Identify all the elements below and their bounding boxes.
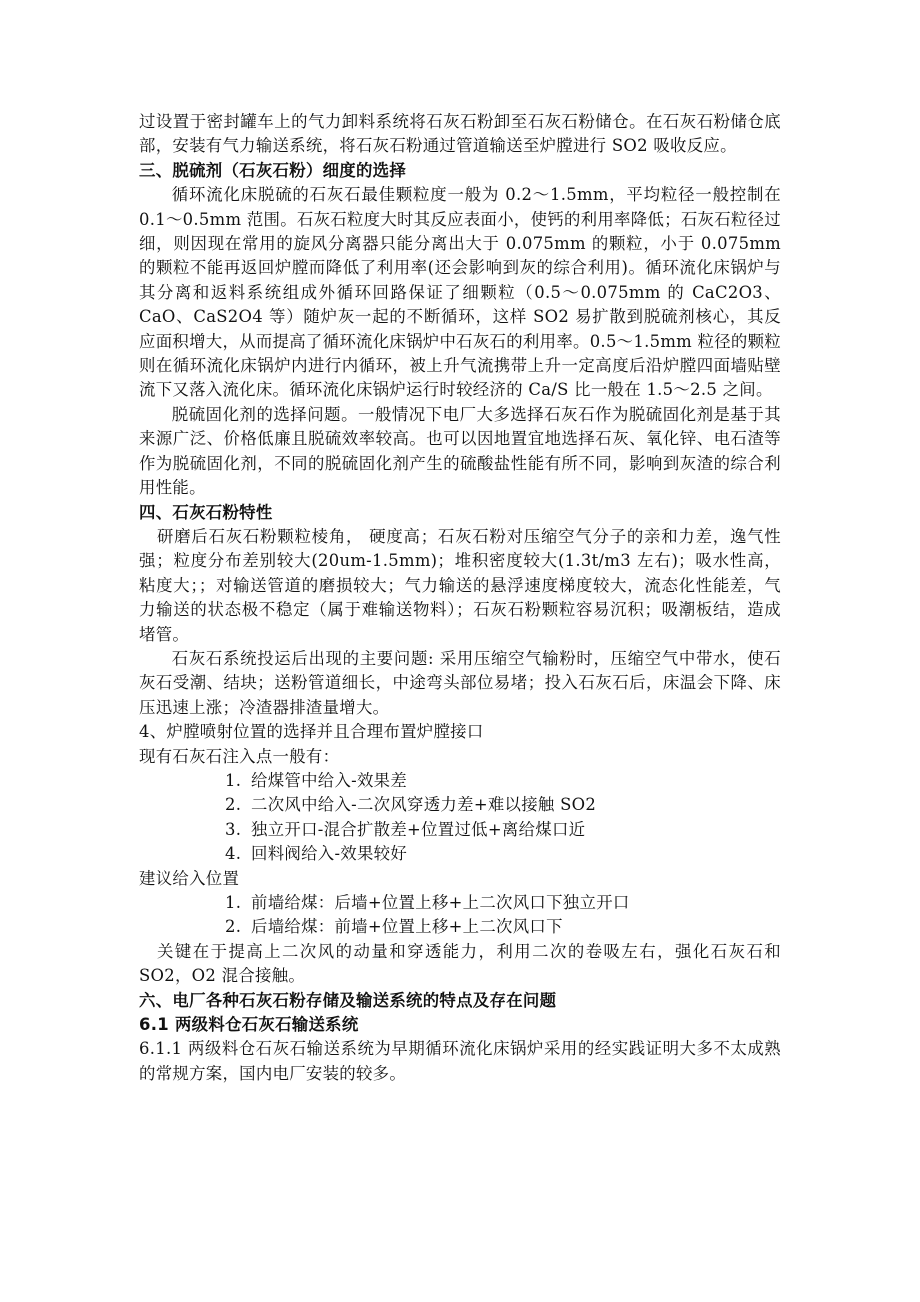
list-item-text: 给煤管中给入-效果差	[251, 770, 408, 790]
list-item	[225, 891, 781, 915]
section-heading-4: 四、石灰石粉特性	[139, 502, 273, 522]
list-item-number: 1.	[225, 893, 242, 912]
paragraph-powder-properties: 研磨后石灰石粉颗粒棱角， 硬度高；石灰石粉对压缩空气分子的亲和力差，逸气性强；粒度分布差别较大(20um-1.5mm)；堆积密度较大(1.3t/m3 左右)；吸水性高，粘度大；；对输送管道的磨损较大；气力输送的悬浮速度梯度较大，流态化性能差，气力输送的状态极不稳定（属于难输送物料）；石灰石粉颗粒容易沉积；吸潮板结，造成堵管。	[139, 526, 781, 644]
paragraph-sorbent-choice: 脱硫固化剂的选择问题。一般情况下电厂大多选择石灰石作为脱硫固化剂是基于其来源广泛、价格低廉且脱硫效率较高。也可以因地置宜地选择石灰、氧化锌、电石渣等作为脱硫固化剂，不同的脱硫固化剂产生的硫酸盐性能有所不同，影响到灰渣的综合利用性能。	[139, 404, 781, 498]
list-item-number: 4.	[225, 844, 242, 864]
list-item-text: 二次风中给入-二次风穿透力差+难以接触 SO2	[251, 795, 597, 815]
section-heading-6: 六、电厂各种石灰石粉存储及输送系统的特点及存在问题	[139, 990, 557, 1010]
suggested-positions-list	[139, 891, 781, 940]
paragraph-injection-heading: 4、炉膛喷射位置的选择并且合理布置炉膛接口	[139, 722, 484, 742]
list-item	[225, 842, 781, 866]
paragraph-two-stage-system: 6.1.1 两级料仓石灰石输送系统为早期循环流化床锅炉采用的经实践证明大多不太成熟的常规方案，国内电厂安装的较多。	[139, 1039, 781, 1083]
list-item	[225, 793, 781, 817]
list-item-text: 前墙给煤：后墙+位置上移+上二次风口下独立开口	[251, 893, 630, 912]
section-heading-3: 三、脱硫剂（石灰石粉）细度的选择	[139, 160, 407, 180]
list-item-text: 后墙给煤：前墙+位置上移+上二次风口下	[251, 917, 563, 937]
list-item-number: 2.	[225, 795, 242, 815]
subsection-heading-6-1: 6.1 两级料仓石灰石输送系统	[139, 1015, 359, 1035]
list-item-text: 独立开口-混合扩散差+位置过低+离给煤口近	[251, 819, 586, 839]
injection-points-list	[139, 769, 781, 867]
paragraph-key-point: 关键在于提高上二次风的动量和穿透能力，利用二次的卷吸左右，强化石灰石和 SO2，O2 混合接触。	[139, 941, 781, 986]
paragraph-intro: 过设置于密封罐车上的气力卸料系统将石灰石粉卸至石灰石粉储仓。在石灰石粉储仓底部，安装有气力输送系统，将石灰石粉通过管道输送至炉膛进行 SO2 吸收反应。	[139, 112, 781, 156]
list-item-number: 2.	[225, 917, 242, 937]
paragraph-suggested-intro: 建议给入位置	[139, 868, 240, 888]
list-item-number: 1.	[225, 770, 242, 790]
paragraph-main-problems: 石灰石系统投运后出现的主要问题: 采用压缩空气输粉时，压缩空气中带水，使石灰石受潮、结块；送粉管道细长，中途弯头部位易堵；投入石灰石后，床温会下降、床压迅速上涨；冷渣器排渣量增大。	[139, 648, 781, 717]
paragraph-injection-intro: 现有石灰石注入点一般有：	[139, 746, 340, 766]
list-item	[225, 769, 781, 793]
list-item-text: 回料阀给入-效果较好	[251, 844, 408, 864]
list-item-number: 3.	[225, 819, 242, 839]
document-page	[139, 110, 781, 1086]
list-item	[225, 818, 781, 842]
paragraph-particle-size: 循环流化床脱硫的石灰石最佳颗粒度一般为 0.2～1.5mm，平均粒径一般控制在 0.1～0.5mm 范围。石灰石粒度大时其反应表面小，使钙的利用率降低；石灰石粒径过细，则因现在常用的旋风分离器只能分离出大于 0.075mm 的颗粒，小于 0.075mm 的颗粒不能再返回炉膛而降低了利用率(还会影响到灰的综合利用)。循环流化床锅炉与其分离和返料系统组成外循环回路保证了细颗粒（0.5～0.075mm 的 CaC2O3、CaO、CaS2O4 等）随炉灰一起的不断循环，这样 SO2 易扩散到脱硫剂核心，其反应面积增大，从而提高了循环流化床锅炉中石灰石的利用率。0.5～1.5mm 粒径的颗粒则在循环流化床锅炉内进行内循环，被上升气流携带上升一定高度后沿炉膛四面墙贴壁流下又落入流化床。循环流化床锅炉运行时较经济的 Ca/S 比一般在 1.5～2.5 之间。	[139, 185, 781, 400]
list-item	[225, 915, 781, 939]
